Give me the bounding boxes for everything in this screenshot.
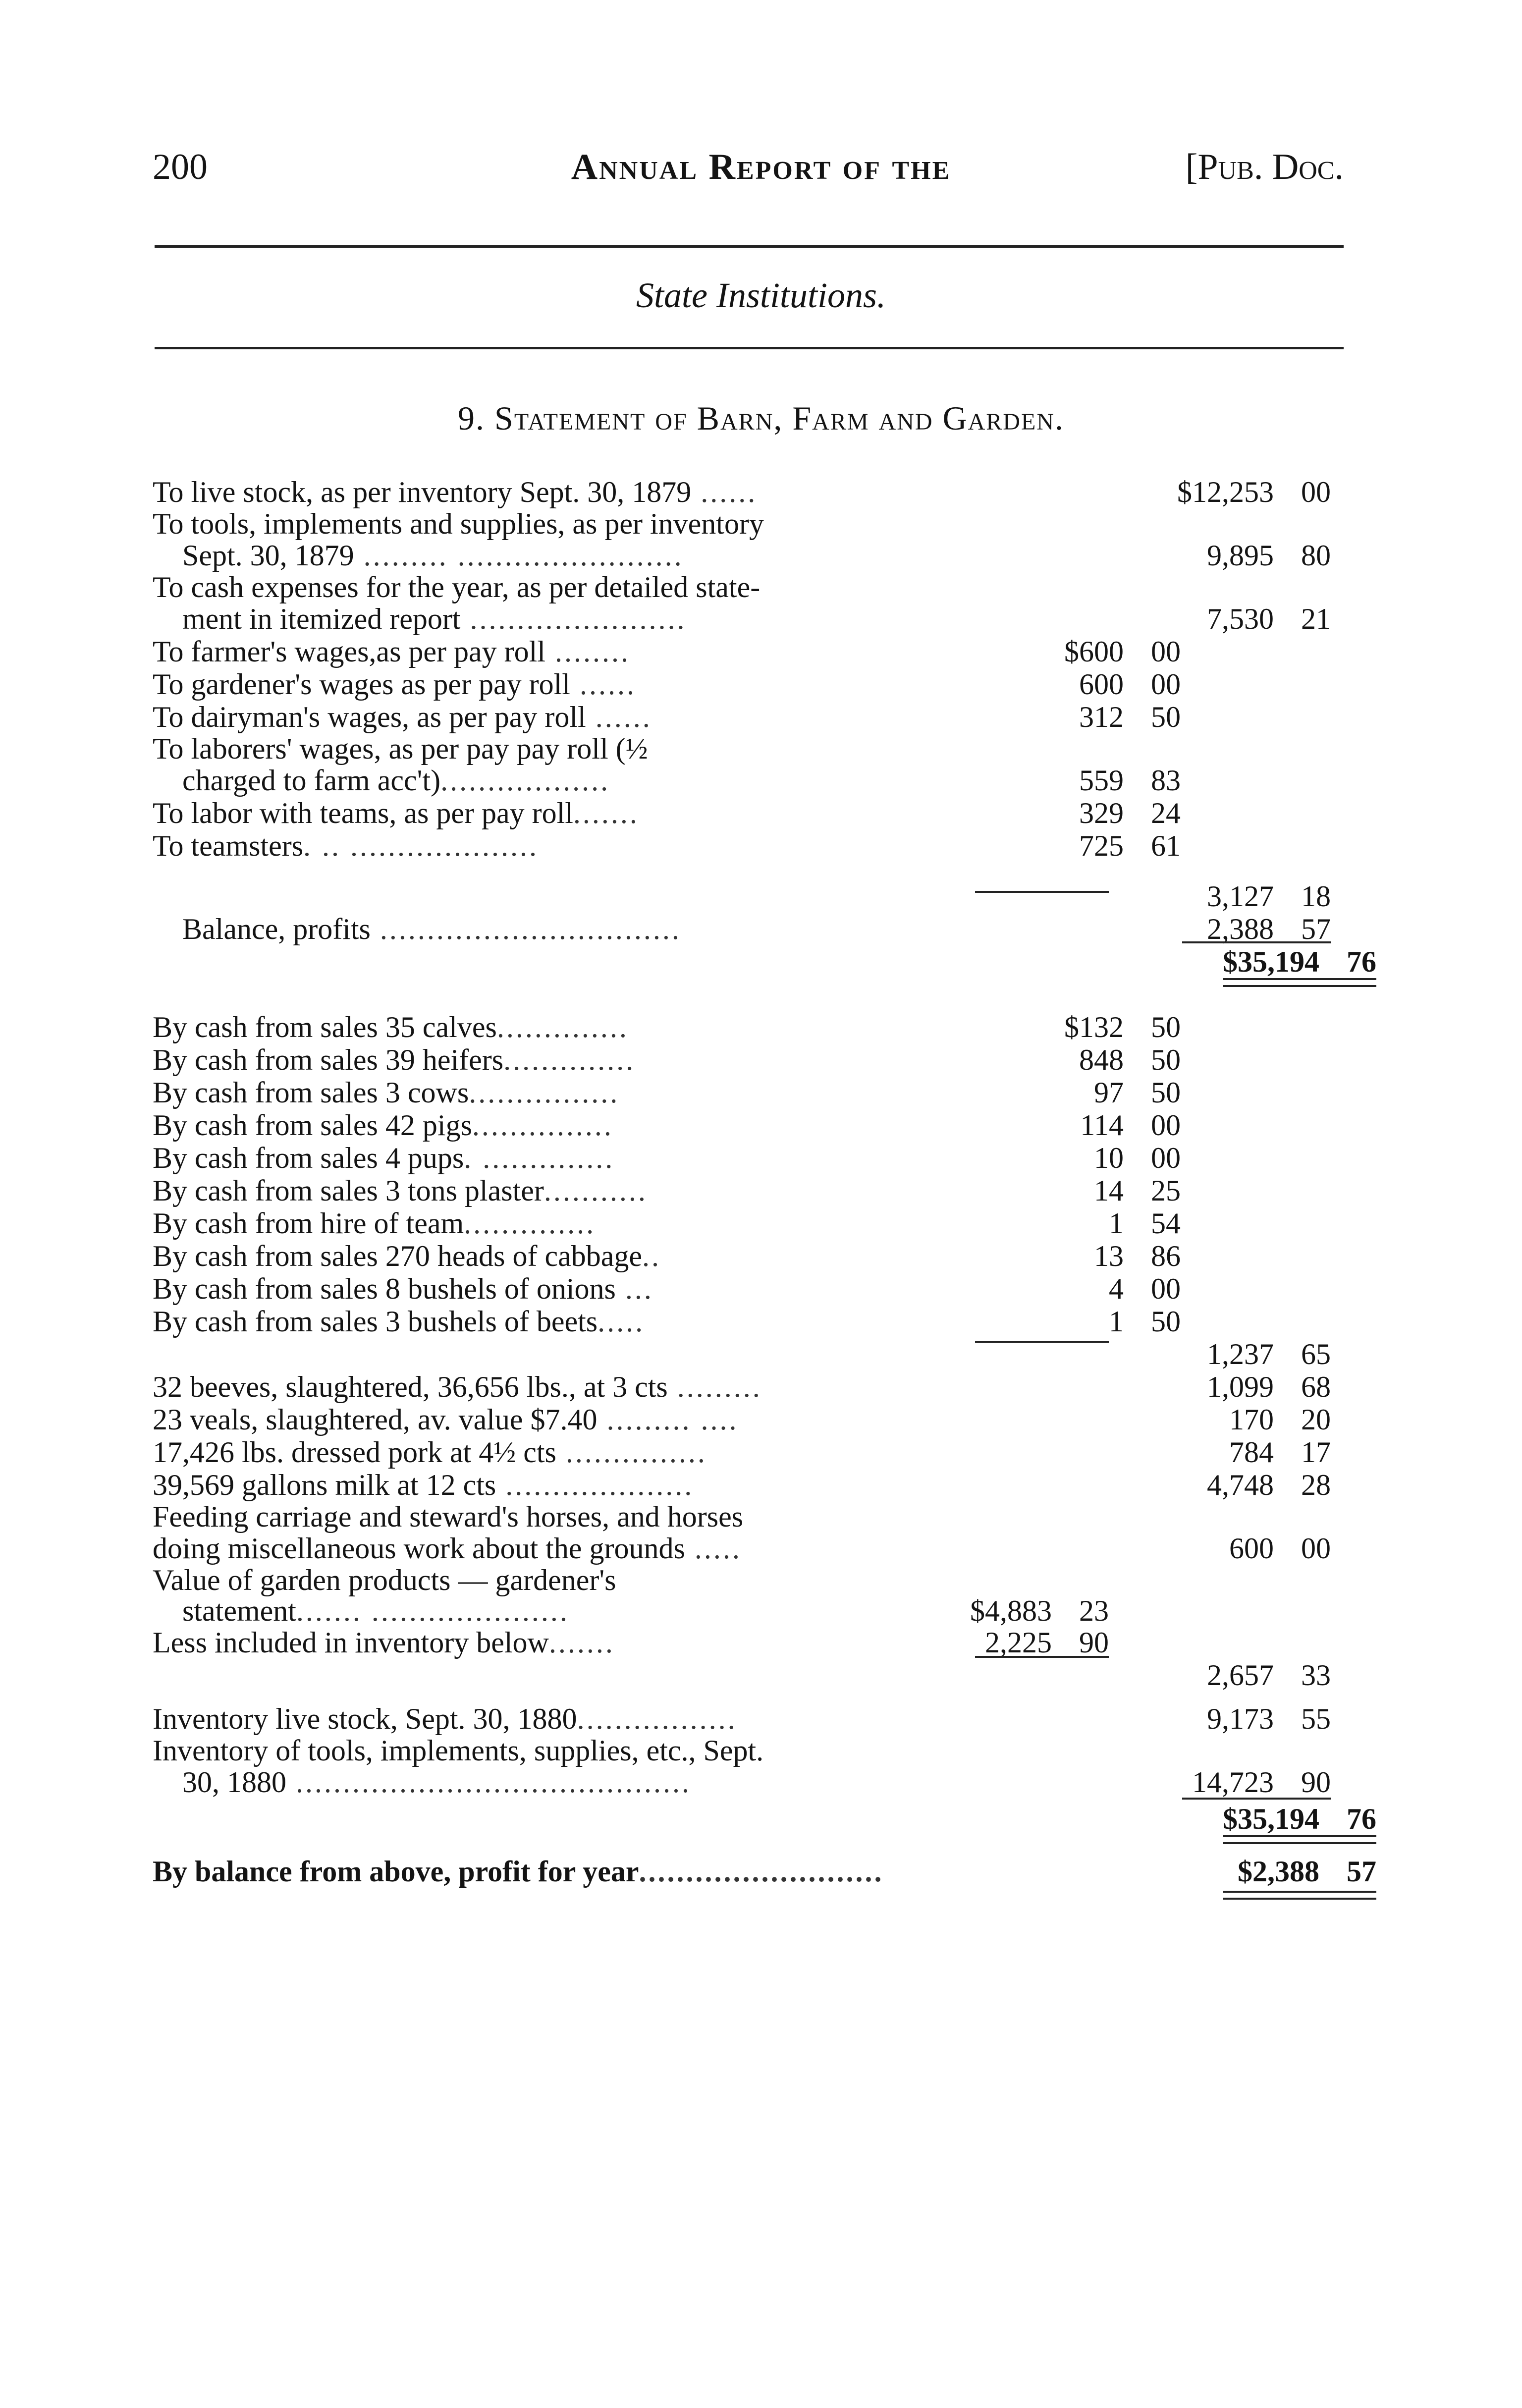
garden-statement-row	[153, 1595, 1376, 1626]
row-description: To tools, implements and supplies, as per inventory	[153, 507, 764, 540]
row-description: To live stock, as per inventory Sept. 30, 1879 ......	[153, 476, 758, 508]
row-description: To teamsters. .. ....................	[153, 829, 539, 862]
garden-net-row	[153, 1659, 1376, 1692]
amount: 2,657 33	[1207, 1659, 1331, 1692]
row-amount: 9,895 80	[1207, 539, 1331, 572]
double-rule	[1223, 1891, 1376, 1900]
row-description: doing miscellaneous work about the grounds .....	[153, 1532, 742, 1565]
debit-total: $35,194 76	[1223, 945, 1376, 978]
sales-rows	[153, 1011, 1376, 1338]
header-rule	[155, 245, 1344, 248]
row-amount: 600 00	[1079, 668, 1181, 701]
ledger-row	[153, 1011, 1376, 1043]
double-rule	[1223, 1835, 1376, 1844]
row-description: To gardener's wages as per pay roll ......	[153, 668, 636, 701]
row-description: To labor with teams, as per pay roll.......	[153, 797, 639, 829]
total-rule	[1182, 941, 1331, 943]
ledger-row	[153, 1565, 1376, 1595]
ledger-row	[153, 1272, 1376, 1305]
running-title: Annual Report of the	[571, 147, 951, 187]
credit-rows	[153, 1370, 1376, 1595]
row-description: By cash from sales 42 pigs...............	[153, 1109, 613, 1142]
row-amount: 329 24	[1079, 797, 1181, 829]
inventory-tools-row-1	[153, 1735, 1376, 1766]
row-description: ment in itemized report .......................	[182, 602, 687, 635]
row-amount: 559 83	[1079, 764, 1181, 797]
row-description: By cash from sales 8 bushels of onions ...	[153, 1272, 653, 1305]
row-amount: 10 00	[1094, 1142, 1181, 1174]
amount: 9,173 55	[1207, 1702, 1331, 1735]
document-label: [Pub. Doc.	[1185, 147, 1344, 187]
ledger-row	[153, 1076, 1376, 1109]
row-amount: 13 86	[1094, 1240, 1181, 1272]
ledger-row	[153, 1305, 1376, 1338]
garden-rule	[975, 1656, 1109, 1658]
row-description: 39,569 gallons milk at 12 cts ....................	[153, 1469, 694, 1501]
desc: Inventory live stock, Sept. 30, 1880.................	[153, 1702, 737, 1735]
ledger-row	[153, 508, 1376, 539]
row-description: By cash from sales 4 pups. ..............	[153, 1142, 615, 1174]
row-description: By cash from sales 270 heads of cabbage..	[153, 1240, 661, 1272]
ledger-row	[153, 1174, 1376, 1207]
debit-total-row	[153, 945, 1376, 978]
desc: Less included in inventory below.......	[153, 1626, 615, 1659]
ledger-row	[153, 1469, 1376, 1501]
sales-subtotal-rule-row	[153, 1338, 1376, 1370]
total-rule	[1182, 1798, 1331, 1800]
amount: 14,723 90	[1192, 1766, 1331, 1799]
debit-subtotal	[153, 880, 1376, 913]
ledger-row	[153, 1240, 1376, 1272]
final-balance-row	[153, 1855, 1376, 1888]
row-description: charged to farm acc't)..................	[182, 764, 610, 797]
ledger-row	[153, 1207, 1376, 1240]
sales-rule	[975, 1341, 1109, 1343]
ledger-row	[153, 701, 1376, 733]
page-number: 200	[153, 147, 208, 187]
row-amount: 114 00	[1080, 1109, 1181, 1142]
inventory-live-row	[153, 1702, 1376, 1735]
desc: Inventory of tools, implements, supplies, etc., Sept.	[153, 1734, 764, 1767]
ledger-row	[153, 1142, 1376, 1174]
statement-title: 9. Statement of Barn, Farm and Garden.	[458, 399, 1064, 437]
section-subtitle: State Institutions.	[636, 275, 886, 315]
amount: $4,883 23	[970, 1594, 1109, 1627]
row-description: To dairyman's wages, as per pay roll ......	[153, 701, 652, 733]
row-description: 23 veals, slaughtered, av. value $7.40 ......... ....	[153, 1403, 739, 1436]
credit-total-row	[153, 1803, 1376, 1835]
balance-row	[153, 913, 1376, 945]
debit-rows	[153, 476, 1376, 862]
row-description: 32 beeves, slaughtered, 36,656 lbs., at 3 cts .........	[153, 1370, 762, 1403]
ledger-row	[153, 1532, 1376, 1565]
balance-label: Balance, profits ................................	[182, 913, 681, 945]
sales-total: 1,237 65	[1207, 1338, 1331, 1370]
row-description: By cash from sales 3 cows................	[153, 1076, 620, 1109]
row-amount: 170 20	[1229, 1403, 1331, 1436]
final-amount: $2,388 57	[1238, 1855, 1376, 1888]
row-description: By cash from sales 39 heifers..............	[153, 1043, 636, 1076]
row-amount: 784 17	[1229, 1436, 1331, 1469]
amount: 2,225 90	[985, 1626, 1109, 1659]
row-amount: $12,253 00	[1177, 476, 1331, 508]
ledger-row	[153, 1403, 1376, 1436]
ledger-row	[153, 668, 1376, 701]
subtitle-rule	[155, 347, 1344, 349]
ledger	[153, 476, 1376, 1900]
row-description: By cash from sales 35 calves..............	[153, 1011, 629, 1043]
row-description: By cash from sales 3 bushels of beets.....	[153, 1305, 645, 1338]
row-amount: 725 61	[1079, 829, 1181, 862]
ledger-row	[153, 829, 1376, 862]
row-description: To laborers' wages, as per pay pay roll (½	[153, 732, 648, 765]
ledger-row	[153, 1043, 1376, 1076]
row-amount: 7,530 21	[1207, 602, 1331, 635]
desc: By balance from above, profit for year..........................	[153, 1855, 884, 1888]
double-rule	[1223, 978, 1376, 987]
ledger-row	[153, 1109, 1376, 1142]
row-amount: 312 50	[1079, 701, 1181, 733]
row-description: By cash from hire of team..............	[153, 1207, 596, 1240]
row-description: To cash expenses for the year, as per detailed state-	[153, 571, 761, 603]
row-amount: $600 00	[1064, 635, 1181, 668]
row-amount: 97 50	[1094, 1076, 1181, 1109]
ledger-row	[153, 539, 1376, 572]
row-amount: 4,748 28	[1207, 1469, 1331, 1501]
ledger-row	[153, 1370, 1376, 1403]
row-amount: 4 00	[1109, 1272, 1181, 1305]
amount: 3,127 18	[1207, 880, 1331, 913]
inventory-tools-row-2	[153, 1766, 1376, 1799]
ledger-row	[153, 1501, 1376, 1532]
row-amount: 1 54	[1109, 1207, 1181, 1240]
desc: statement....... .....................	[182, 1594, 569, 1627]
ledger-row	[153, 733, 1376, 764]
credit-total: $35,194 76	[1223, 1803, 1376, 1835]
row-description: Value of garden products — gardener's	[153, 1564, 616, 1596]
row-description: Feeding carriage and steward's horses, and horses	[153, 1500, 744, 1533]
row-description: By cash from sales 3 tons plaster...........	[153, 1174, 648, 1207]
ledger-row	[153, 1436, 1376, 1469]
row-amount: 1 50	[1109, 1305, 1181, 1338]
row-amount: 848 50	[1079, 1043, 1181, 1076]
desc: 30, 1880 ..........................................	[182, 1766, 691, 1799]
row-description: To farmer's wages,as per pay roll ........	[153, 635, 630, 668]
ledger-row	[153, 476, 1376, 508]
garden-less-row	[153, 1626, 1376, 1659]
row-amount: 14 25	[1094, 1174, 1181, 1207]
ledger-row	[153, 764, 1376, 797]
row-amount: $132 50	[1064, 1011, 1181, 1043]
row-description: 17,426 lbs. dressed pork at 4½ cts ...............	[153, 1436, 707, 1469]
row-amount: 1,099 68	[1207, 1370, 1331, 1403]
row-amount: 600 00	[1229, 1532, 1331, 1565]
ledger-row	[153, 602, 1376, 635]
ledger-row	[153, 635, 1376, 668]
ledger-row	[153, 797, 1376, 829]
amount: 2,388 57	[1207, 913, 1331, 945]
ledger-row	[153, 572, 1376, 602]
row-description: Sept. 30, 1879 ......... ........................	[182, 539, 684, 572]
